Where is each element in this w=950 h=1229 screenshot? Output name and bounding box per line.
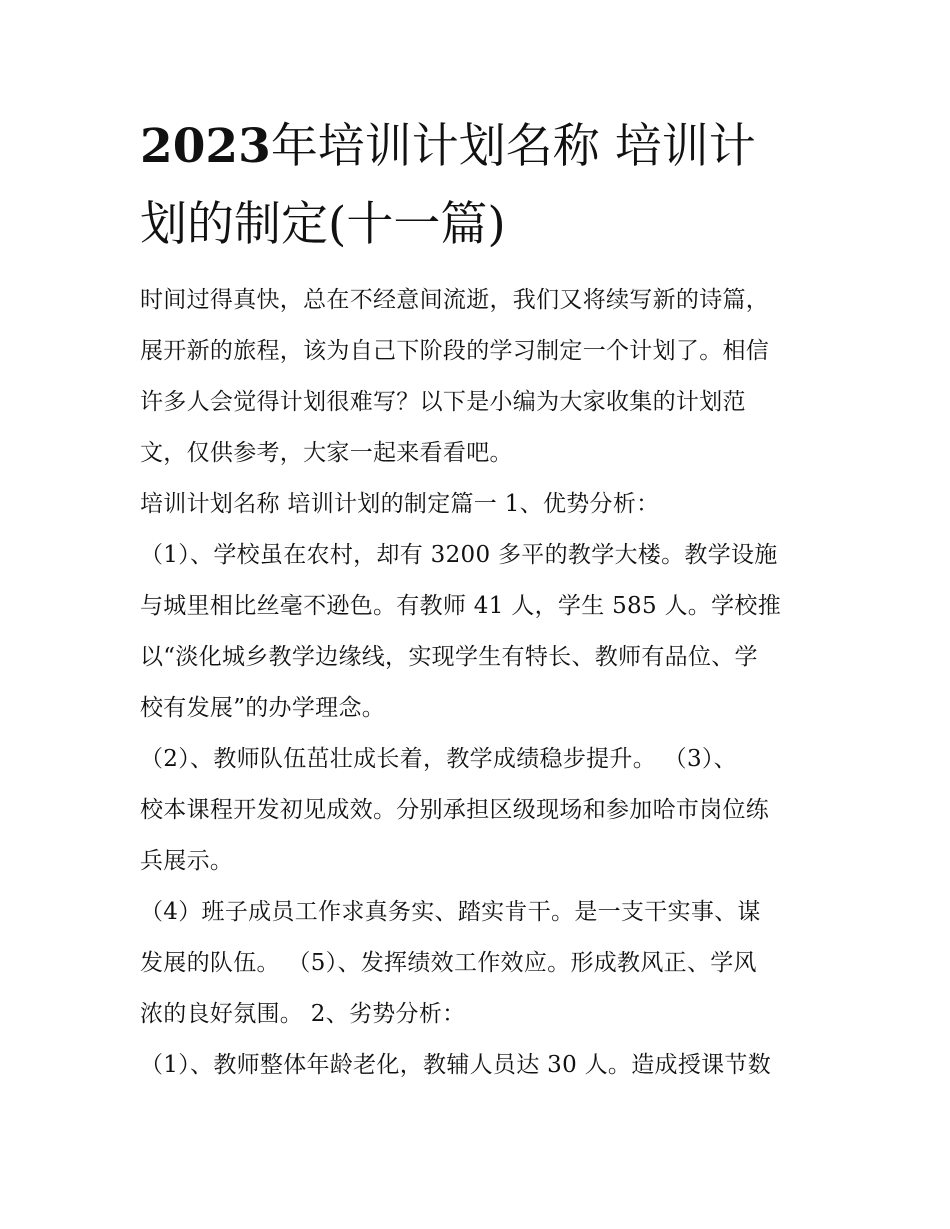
text-line: （1）、教师整体年龄老化，教辅人员达 30 人。造成授课节数 (140, 1052, 772, 1078)
title-year: 2023 (140, 119, 271, 174)
document-body (140, 275, 820, 1091)
text-line: （1）、学校虽在农村，却有 3200 多平的教学大楼。教学设施 (140, 542, 778, 568)
paragraph-intro (140, 275, 820, 479)
paragraph-weakness-1 (140, 1040, 820, 1091)
paragraph-section-heading (140, 479, 820, 530)
text-line: 兵展示。 (140, 848, 234, 874)
text-line: 浓的良好氛围。 2、劣势分析： (140, 1001, 466, 1027)
title-line-2: 划的制定(十一篇) (140, 197, 506, 252)
document-title (140, 108, 820, 264)
title-line-1-text: 年培训计划名称 培训计 (270, 119, 756, 174)
text-line: （4）班子成员工作求真务实、踏实肯干。是一支干实事、谋 (140, 899, 761, 925)
title-line-1 (140, 108, 820, 186)
text-line: 以“淡化城乡教学边缘线，实现学生有特长、教师有品位、学 (140, 644, 758, 670)
text-line: 展开新的旅程，该为自己下阶段的学习制定一个计划了。相信 (140, 338, 770, 364)
text-line: 校本课程开发初见成效。分别承担区级现场和参加哈市岗位练 (140, 797, 770, 823)
text-line: 时间过得真快，总在不经意间流逝，我们又将续写新的诗篇， (140, 287, 770, 313)
paragraph-strength-1 (140, 530, 820, 734)
text-line: 文，仅供参考，大家一起来看看吧。 (140, 440, 513, 466)
text-line: 与城里相比丝毫不逊色。有教师 41 人，学生 585 人。学校推 (140, 593, 782, 619)
text-line: （2）、教师队伍茁壮成长着，教学成绩稳步提升。 （3）、 (140, 746, 737, 772)
text-line: 发展的队伍。 （5）、发挥绩效工作效应。形成教风正、学风 (140, 950, 757, 976)
text-line: 校有发展”的办学理念。 (140, 695, 386, 721)
paragraph-strength-2-3 (140, 734, 820, 887)
text-line: 许多人会觉得计划很难写？以下是小编为大家收集的计划范 (140, 389, 746, 415)
paragraph-strength-4-5 (140, 887, 820, 1040)
text-line: 培训计划名称 培训计划的制定篇一 1、优势分析： (140, 491, 660, 517)
